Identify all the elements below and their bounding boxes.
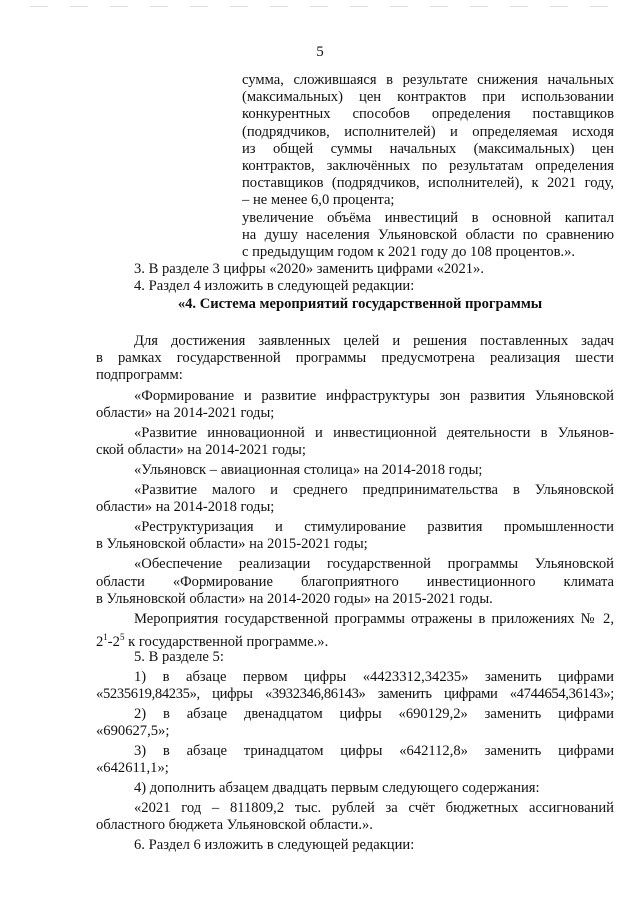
page-number: 5 [316, 44, 324, 60]
text-line: из общей суммы начальных (максимальных) цен [242, 140, 614, 157]
text-line: «2021 год – 811809,2 тыс. рублей за счёт бюджетных ассигнований [134, 799, 614, 816]
text-line: контрактов, заключённых по результатам определения [242, 158, 614, 174]
text-line: 3. В разделе 3 цифры «2020» заменить цифрами «2021». [134, 261, 484, 278]
text-line: 3) в абзаце тринадцатом цифры «642112,8» заменить цифрами [134, 742, 614, 759]
text-line: (максимальных) цен контрактов при использовании [242, 89, 614, 106]
text-line: с предыдущим годом к 2021 году до 108 процентов.». [242, 244, 576, 260]
text-line: 6. Раздел 6 изложить в следующей редакции: [134, 837, 415, 853]
scan-artifact [30, 6, 610, 7]
text-line: 1) в абзаце первом цифры «4423312,34235» заменить цифрами [134, 668, 614, 685]
text-line: 4) дополнить абзацем двадцать первым следующего содержания: [134, 780, 540, 796]
text-line: 4. Раздел 4 изложить в следующей редакции: [134, 278, 415, 295]
text-line: (подрядчиков, исполнителей) и определяемая исходя [242, 123, 614, 140]
section-heading: «4. Система мероприятий государственной программы [177, 295, 543, 312]
text-line: на душу населения Ульяновской области по сравнению [242, 226, 614, 243]
text-line: области» на 2014-2018 годы; [96, 499, 275, 516]
text-line: «690627,5»; [96, 722, 170, 739]
text-line: сумма, сложившаяся в результате снижения начальных [242, 72, 614, 88]
text-line: 2) в абзаце двенадцатом цифры «690129,2» заменить цифрами [134, 705, 614, 722]
text-line: области «Формирование благоприятного инвестиционного климата [96, 573, 614, 590]
text-line: Для достижения заявленных целей и решения поставленных задач [134, 332, 614, 349]
text-line: ской области» на 2014-2021 годы; [96, 442, 306, 459]
text-line: к государственной программе.». [128, 633, 329, 650]
text-line: «Реструктуризация и стимулирование развития промышленности [134, 519, 614, 536]
text-line: «Развитие инновационной и инвестиционной деятельности в Ульянов- [134, 425, 614, 442]
text-line: «Ульяновск – авиационная столица» на 2014-2018 годы; [134, 462, 483, 479]
text-line: «642611,1»; [96, 760, 169, 776]
text-line: подпрограмм: [96, 367, 183, 384]
text-line: – не менее 6,0 процента; [242, 192, 395, 209]
appendix-superscript: 5 [119, 631, 125, 642]
text-line: в рамках государственной программы предусмотрена реализация шести [96, 349, 614, 366]
text-line: Мероприятия государственной программы отражены в приложениях № 2, [134, 610, 614, 627]
text-line: в Ульяновской области» на 2014-2020 годы» на 2015-2021 годы. [96, 590, 493, 607]
text-line: «Развитие малого и среднего предпринимательства в Ульяновской [134, 482, 614, 499]
text-line: «Обеспечение реализации государственной программы Ульяновской [134, 556, 614, 573]
text-line: в Ульяновской области» на 2015-2021 годы; [96, 536, 368, 553]
text-line: «Формирование и развитие инфраструктуры зон развития Ульяновской [134, 388, 614, 404]
text-line: поставщиков (подрядчиков, исполнителей), к 2021 году, [242, 175, 614, 192]
text-line: «5235619,84235», цифры «3932346,86143» заменить цифрами «4744654,36143»; [96, 685, 614, 702]
text-line: конкурентных способов определения поставщиков [242, 106, 614, 123]
appendix-dash: - [107, 633, 113, 650]
appendix-number: 2 [112, 633, 120, 650]
text-line: увеличение объёма инвестиций в основной капитал [242, 209, 614, 226]
text-line: 5. В разделе 5: [134, 648, 224, 665]
appendix-number: 2 [96, 633, 104, 650]
text-line: областного бюджета Ульяновской области.». [96, 817, 373, 834]
text-line: области» на 2014-2021 годы; [96, 405, 275, 422]
appendix-superscript: 1 [103, 631, 108, 642]
